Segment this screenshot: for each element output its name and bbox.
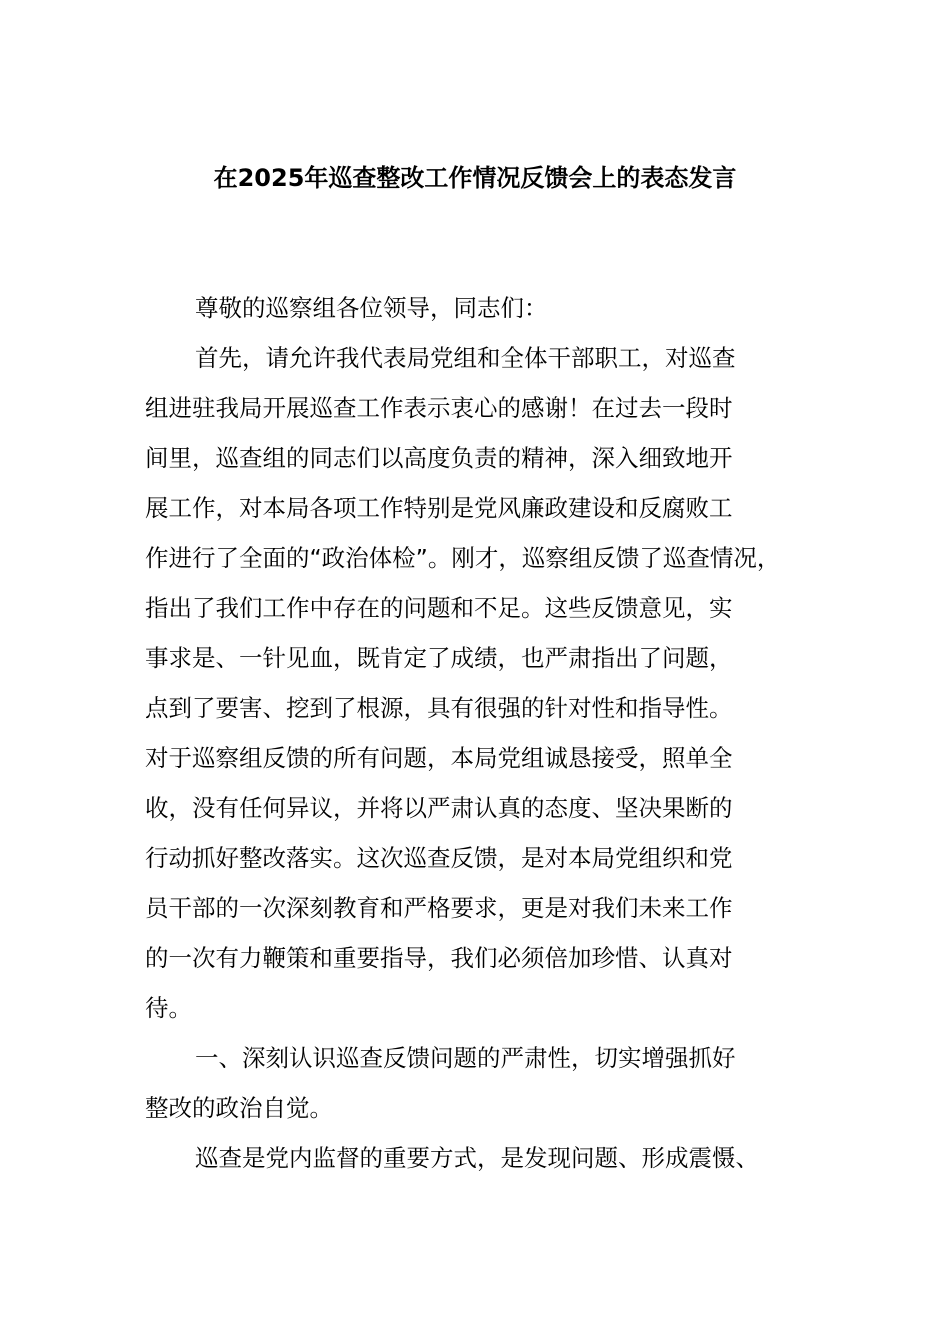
section-heading-line: 整改的政治自觉。 [145,1094,333,1122]
paragraph-line: 组进驻我局开展巡查工作表示衷心的感谢！在过去一段时 [145,394,733,422]
paragraph-line: 员干部的一次深刻教育和严格要求，更是对我们未来工作 [145,894,733,922]
paragraph-line: 间里，巡查组的同志们以高度负责的精神，深入细致地开 [145,444,733,472]
paragraph-line: 点到了要害、挖到了根源，具有很强的针对性和指导性。 [145,694,733,722]
paragraph-line: 的一次有力鞭策和重要指导，我们必须倍加珍惜、认真对 [145,944,733,972]
paragraph-line: 行动抓好整改落实。这次巡查反馈，是对本局党组织和党 [145,844,733,872]
paragraph-line: 展工作，对本局各项工作特别是党风廉政建设和反腐败工 [145,494,733,522]
paragraph-line: 作进行了全面的“政治体检”。刚才，巡察组反馈了巡查情况， [145,544,781,572]
paragraph-line: 指出了我们工作中存在的问题和不足。这些反馈意见，实 [145,594,733,622]
paragraph-line: 收，没有任何异议，并将以严肃认真的态度、坚决果断的 [145,794,733,822]
document-body [145,283,835,1183]
paragraph-line: 巡查是党内监督的重要方式，是发现问题、形成震慑、 [195,1144,759,1172]
document-title: 在2025年巡查整改工作情况反馈会上的表态发言 [213,164,737,192]
paragraph-line: 事求是、一针见血，既肯定了成绩，也严肃指出了问题， [145,644,733,672]
paragraph-line: 待。 [145,994,192,1022]
paragraph-line: 首先，请允许我代表局党组和全体干部职工，对巡查 [195,344,736,372]
section-heading-line: 一、深刻认识巡查反馈问题的严肃性，切实增强抓好 [195,1044,736,1072]
salutation-line: 尊敬的巡察组各位领导，同志们： [195,294,548,322]
paragraph-line: 对于巡察组反馈的所有问题，本局党组诚恳接受，照单全 [145,744,733,772]
